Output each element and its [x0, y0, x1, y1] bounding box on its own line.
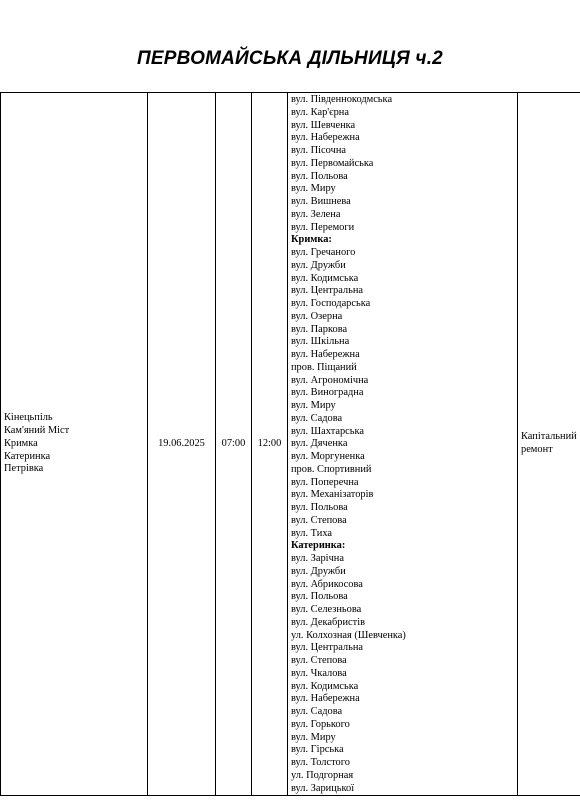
street-item: вул. Вишнева — [291, 196, 351, 207]
street-item: вул. Горького — [291, 718, 350, 730]
street-item: вул. Первомайська — [291, 157, 374, 169]
settlement-name: Кримка — [4, 437, 38, 449]
street-item: вул. Південнокодмська — [291, 94, 393, 105]
street-item: вул. Чкалова — [291, 667, 347, 679]
street-item: вул. Набережна — [291, 132, 360, 144]
street-item: вул. Механізаторів — [291, 489, 374, 501]
streets-cell — [288, 93, 518, 796]
street-item: вул. Миру — [291, 731, 336, 743]
street-item: вул. Зарічна — [291, 553, 344, 564]
street-item: вул. Шахтарська — [291, 425, 365, 437]
street-item: вул. Кар'єрна — [291, 106, 349, 118]
settlement-group-heading: Кримка: — [291, 234, 332, 246]
street-item: пров. Спортивний — [291, 463, 372, 475]
end-time-cell: 12:00 — [252, 93, 288, 796]
work-type-cell — [518, 93, 580, 796]
street-item: вул. Набережна — [291, 693, 360, 705]
street-item: вул. Зелена — [291, 208, 341, 220]
street-item: вул. Перемоги — [291, 221, 355, 233]
street-item: вул. Степова — [291, 655, 347, 666]
street-item: вул. Польова — [291, 170, 348, 182]
street-item: вул. Миру — [291, 183, 336, 195]
street-item: ул. Подгорная — [291, 769, 354, 781]
start-time-cell: 07:00 — [216, 93, 252, 796]
work-type-line: Капітальний — [521, 431, 577, 443]
date-cell: 19.06.2025 — [148, 93, 216, 796]
settlement-name: Кам'яний Міст — [4, 425, 70, 436]
outage-table — [0, 92, 580, 796]
street-item: вул. Селезньова — [291, 604, 362, 615]
street-item: вул. Дяченка — [291, 438, 348, 450]
street-item: вул. Шкільна — [291, 336, 350, 348]
street-item: вул. Шевченка — [291, 119, 356, 131]
street-item: вул. Паркова — [291, 323, 348, 335]
street-item: вул. Садова — [291, 412, 343, 424]
street-item: вул. Центральна — [291, 642, 364, 654]
streets-list — [291, 94, 514, 795]
table-row — [1, 93, 580, 796]
street-item: вул. Кодимська — [291, 272, 359, 284]
street-item: вул. Тиха — [291, 527, 332, 539]
settlement-name: Катеринка — [4, 450, 51, 462]
street-item: вул. Зарицької — [291, 782, 355, 794]
settlements-cell — [1, 93, 148, 796]
street-item: вул. Абрикосова — [291, 578, 363, 590]
street-item: вул. Садова — [291, 706, 343, 717]
street-item: вул. Кодимська — [291, 680, 359, 692]
street-item: вул. Поперечна — [291, 476, 359, 488]
street-item: вул. Дружби — [291, 259, 346, 271]
street-item: вул. Моргуненка — [291, 451, 365, 462]
street-item: вул. Толстого — [291, 757, 350, 768]
street-item: вул. Гірська — [291, 744, 344, 756]
street-item: вул. Гречаного — [291, 247, 356, 258]
street-item: вул. Виноградна — [291, 387, 364, 399]
street-item: вул. Господарська — [291, 298, 371, 309]
street-item: вул. Декабристів — [291, 616, 365, 628]
street-item: вул. Набережна — [291, 349, 360, 360]
street-item: пров. Піщаний — [291, 361, 357, 373]
street-item: вул. Агрономічна — [291, 374, 369, 386]
street-item: вул. Миру — [291, 400, 336, 411]
street-item: вул. Польова — [291, 502, 348, 513]
settlement-name: Петрівка — [4, 463, 44, 475]
street-item: вул. Дружби — [291, 565, 346, 577]
street-item: вул. Озерна — [291, 310, 343, 322]
street-item: вул. Польова — [291, 591, 348, 603]
street-item: вул. Центральна — [291, 285, 364, 297]
street-item: ул. Колхозная (Шевченка) — [291, 629, 406, 641]
settlement-name: Кінецьпіль — [4, 412, 53, 424]
work-type-line: ремонт — [521, 444, 553, 456]
street-item: вул. Пісочна — [291, 145, 346, 156]
street-item: вул. Степова — [291, 514, 347, 526]
page-title: ПЕРВОМАЙСЬКА ДІЛЬНИЦЯ ч.2 — [137, 48, 443, 69]
settlement-group-heading: Катеринка: — [291, 540, 346, 552]
